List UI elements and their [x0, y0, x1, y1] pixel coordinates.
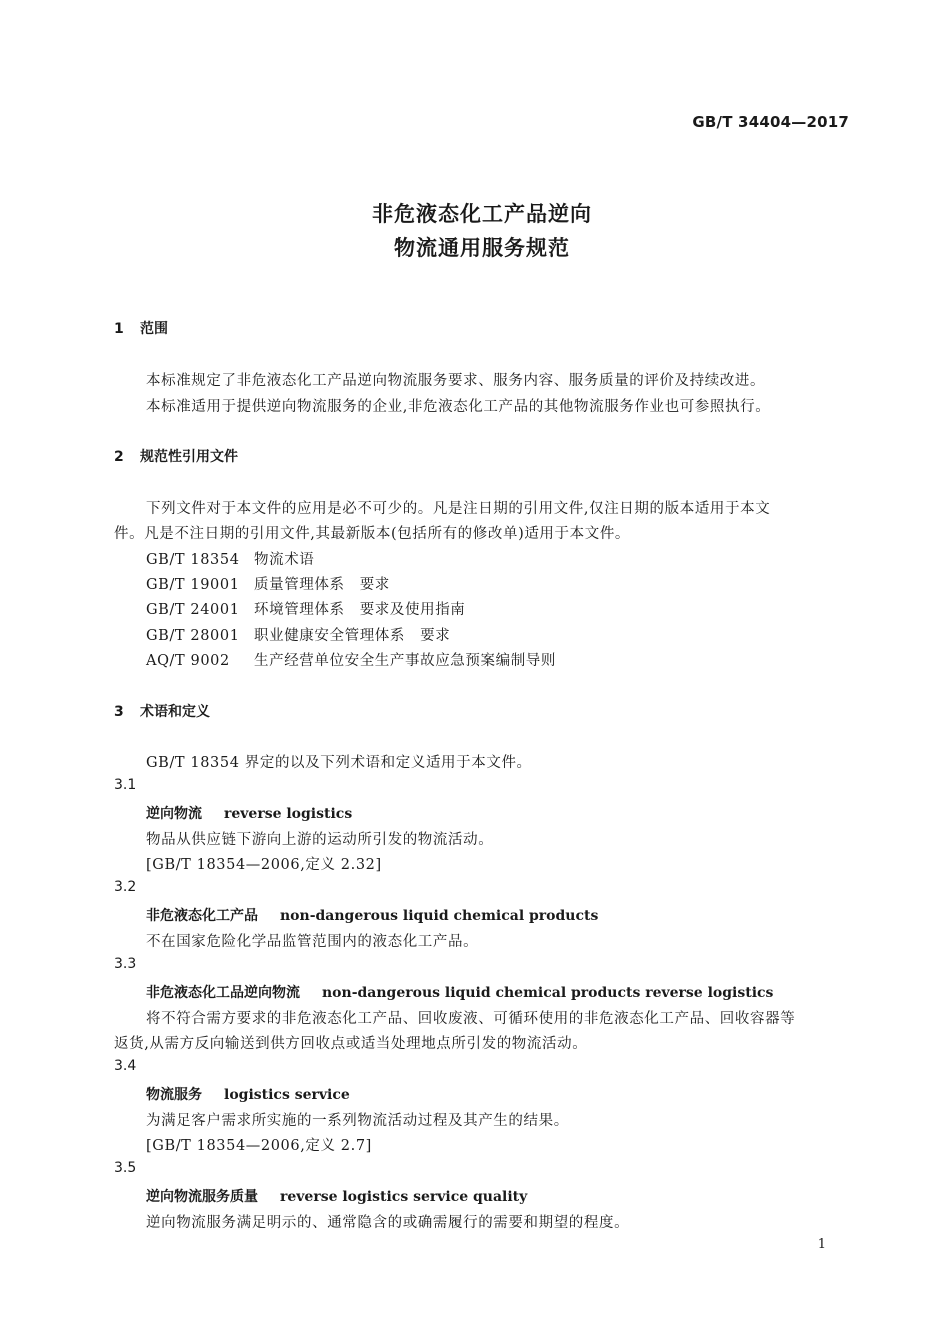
- reference-row: [146, 624, 450, 645]
- term-entry: [146, 1186, 527, 1206]
- term-entry: [146, 982, 773, 1002]
- term-entry: [146, 905, 598, 925]
- term-entry: [146, 1084, 350, 1104]
- reference-name: 质量管理体系 要求: [254, 577, 390, 593]
- term-definition-line-2: 返货,从需方反向输送到供方回收点或适当处理地点所引发的物流活动。: [114, 1036, 588, 1052]
- term-english: reverse logistics service quality: [280, 1189, 528, 1205]
- term-number: 3.1: [114, 777, 137, 793]
- reference-row: [146, 598, 465, 619]
- term-chinese: 逆向物流服务质量: [146, 1189, 258, 1205]
- reference-code: GB/T 19001: [146, 577, 240, 593]
- term-number: 3.4: [114, 1058, 137, 1074]
- term-source: [GB/T 18354—2006,定义 2.7]: [146, 1138, 372, 1154]
- section-title: 范围: [140, 321, 168, 337]
- term-number: 3.2: [114, 879, 137, 895]
- section-number: 3: [114, 704, 124, 720]
- term-number: 3.3: [114, 956, 137, 972]
- reference-row: [146, 548, 314, 569]
- reference-name: 物流术语: [254, 552, 315, 568]
- section-1-paragraph-1: 本标准规定了非危液态化工产品逆向物流服务要求、服务内容、服务质量的评价及持续改进。: [146, 373, 766, 389]
- term-chinese: 逆向物流: [146, 806, 202, 822]
- term-number: 3.5: [114, 1160, 137, 1176]
- term-chinese: 非危液态化工品逆向物流: [146, 985, 300, 1001]
- document-title: [0, 197, 950, 265]
- reference-row: [146, 573, 390, 594]
- reference-code: GB/T 24001: [146, 602, 240, 618]
- section-title: 规范性引用文件: [140, 449, 238, 465]
- term-chinese: 非危液态化工产品: [146, 908, 258, 924]
- page-number: 1: [817, 1237, 826, 1252]
- term-english: non-dangerous liquid chemical products reverse logistics: [322, 985, 774, 1001]
- term-entry: [146, 803, 352, 823]
- term-english: non-dangerous liquid chemical products: [280, 908, 599, 924]
- term-definition-line-1: 将不符合需方要求的非危液态化工产品、回收废液、可循环使用的非危液态化工产品、回收容器等: [146, 1011, 796, 1027]
- reference-code: GB/T 18354: [146, 552, 240, 568]
- section-3-heading: [114, 701, 210, 721]
- term-definition: 物品从供应链下游向上游的运动所引发的物流活动。: [146, 832, 494, 848]
- reference-row: [146, 649, 556, 670]
- section-title: 术语和定义: [140, 704, 210, 720]
- term-definition: 逆向物流服务满足明示的、通常隐含的或确需履行的需要和期望的程度。: [146, 1215, 630, 1231]
- section-1-paragraph-2: 本标准适用于提供逆向物流服务的企业,非危液态化工产品的其他物流服务作业也可参照执行。: [146, 399, 771, 415]
- term-chinese: 物流服务: [146, 1087, 202, 1103]
- section-2-paragraph-line-1: 下列文件对于本文件的应用是必不可少的。凡是注日期的引用文件,仅注日期的版本适用于本文: [146, 501, 771, 517]
- reference-name: 环境管理体系 要求及使用指南: [254, 602, 466, 618]
- term-definition: 不在国家危险化学品监管范围内的液态化工产品。: [146, 934, 479, 950]
- section-2-paragraph-line-2: 件。凡是不注日期的引用文件,其最新版本(包括所有的修改单)适用于本文件。: [114, 526, 631, 542]
- reference-name: 职业健康安全管理体系 要求: [254, 628, 451, 644]
- title-line-1: 非危液态化工产品逆向: [372, 202, 592, 226]
- section-number: 1: [114, 321, 124, 337]
- term-english: reverse logistics: [224, 806, 353, 822]
- section-number: 2: [114, 449, 124, 465]
- section-2-heading: [114, 446, 238, 466]
- title-line-2: 物流通用服务规范: [394, 236, 570, 260]
- term-english: logistics service: [224, 1087, 350, 1103]
- reference-code: AQ/T 9002: [146, 653, 230, 669]
- reference-name: 生产经营单位安全生产事故应急预案编制导则: [254, 653, 556, 669]
- section-3-intro: GB/T 18354 界定的以及下列术语和定义适用于本文件。: [146, 755, 532, 771]
- term-source: [GB/T 18354—2006,定义 2.32]: [146, 857, 382, 873]
- term-definition: 为满足客户需求所实施的一系列物流活动过程及其产生的结果。: [146, 1113, 569, 1129]
- standard-number: GB/T 34404—2017: [692, 113, 849, 131]
- reference-code: GB/T 28001: [146, 628, 240, 644]
- section-1-heading: [114, 318, 168, 338]
